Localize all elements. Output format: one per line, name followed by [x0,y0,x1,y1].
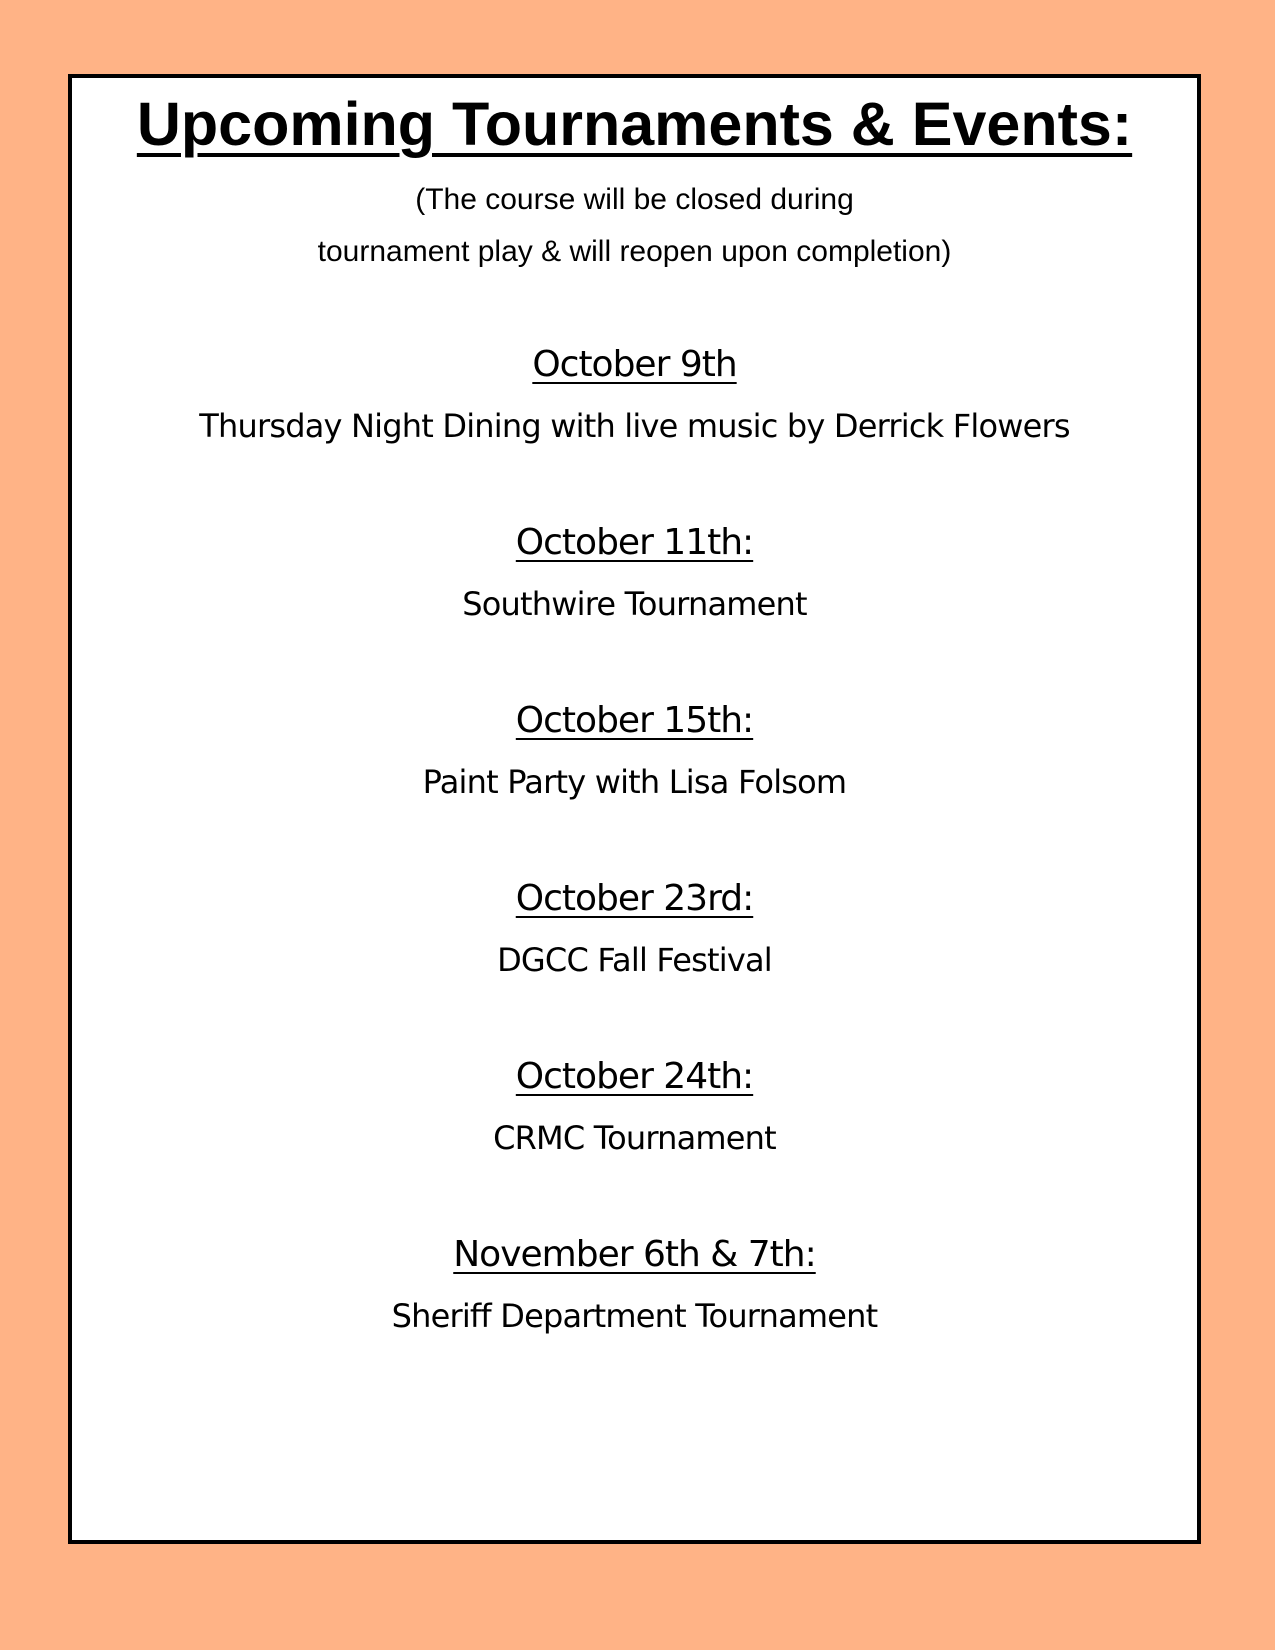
event-description: DGCC Fall Festival [497,941,772,979]
flyer-panel [68,74,1201,1544]
event-item [72,876,1197,982]
event-item [72,342,1197,448]
event-item [72,698,1197,804]
event-date: October 15th: [515,700,754,741]
event-item [72,1054,1197,1160]
closure-notice-line-2: tournament play & will reopen upon completion) [317,235,952,268]
event-description: CRMC Tournament [493,1119,776,1157]
event-description: Sheriff Department Tournament [391,1297,878,1335]
event-item [72,1232,1197,1338]
event-date: November 6th & 7th: [453,1234,816,1275]
event-description: Southwire Tournament [462,585,807,623]
event-date: October 11th: [515,522,754,563]
event-list [72,342,1197,1338]
event-date: October 24th: [515,1056,754,1097]
event-description: Thursday Night Dining with live music by Derrick Flowers [199,407,1070,445]
closure-notice-line-1: (The course will be closed during [415,183,854,216]
event-date: October 9th [532,344,737,385]
closure-notice [72,174,1197,278]
flyer-title: Upcoming Tournaments & Events: [136,90,1133,158]
event-item [72,520,1197,626]
event-description: Paint Party with Lisa Folsom [422,763,847,801]
event-date: October 23rd: [515,878,754,919]
flyer-header [72,84,1197,278]
